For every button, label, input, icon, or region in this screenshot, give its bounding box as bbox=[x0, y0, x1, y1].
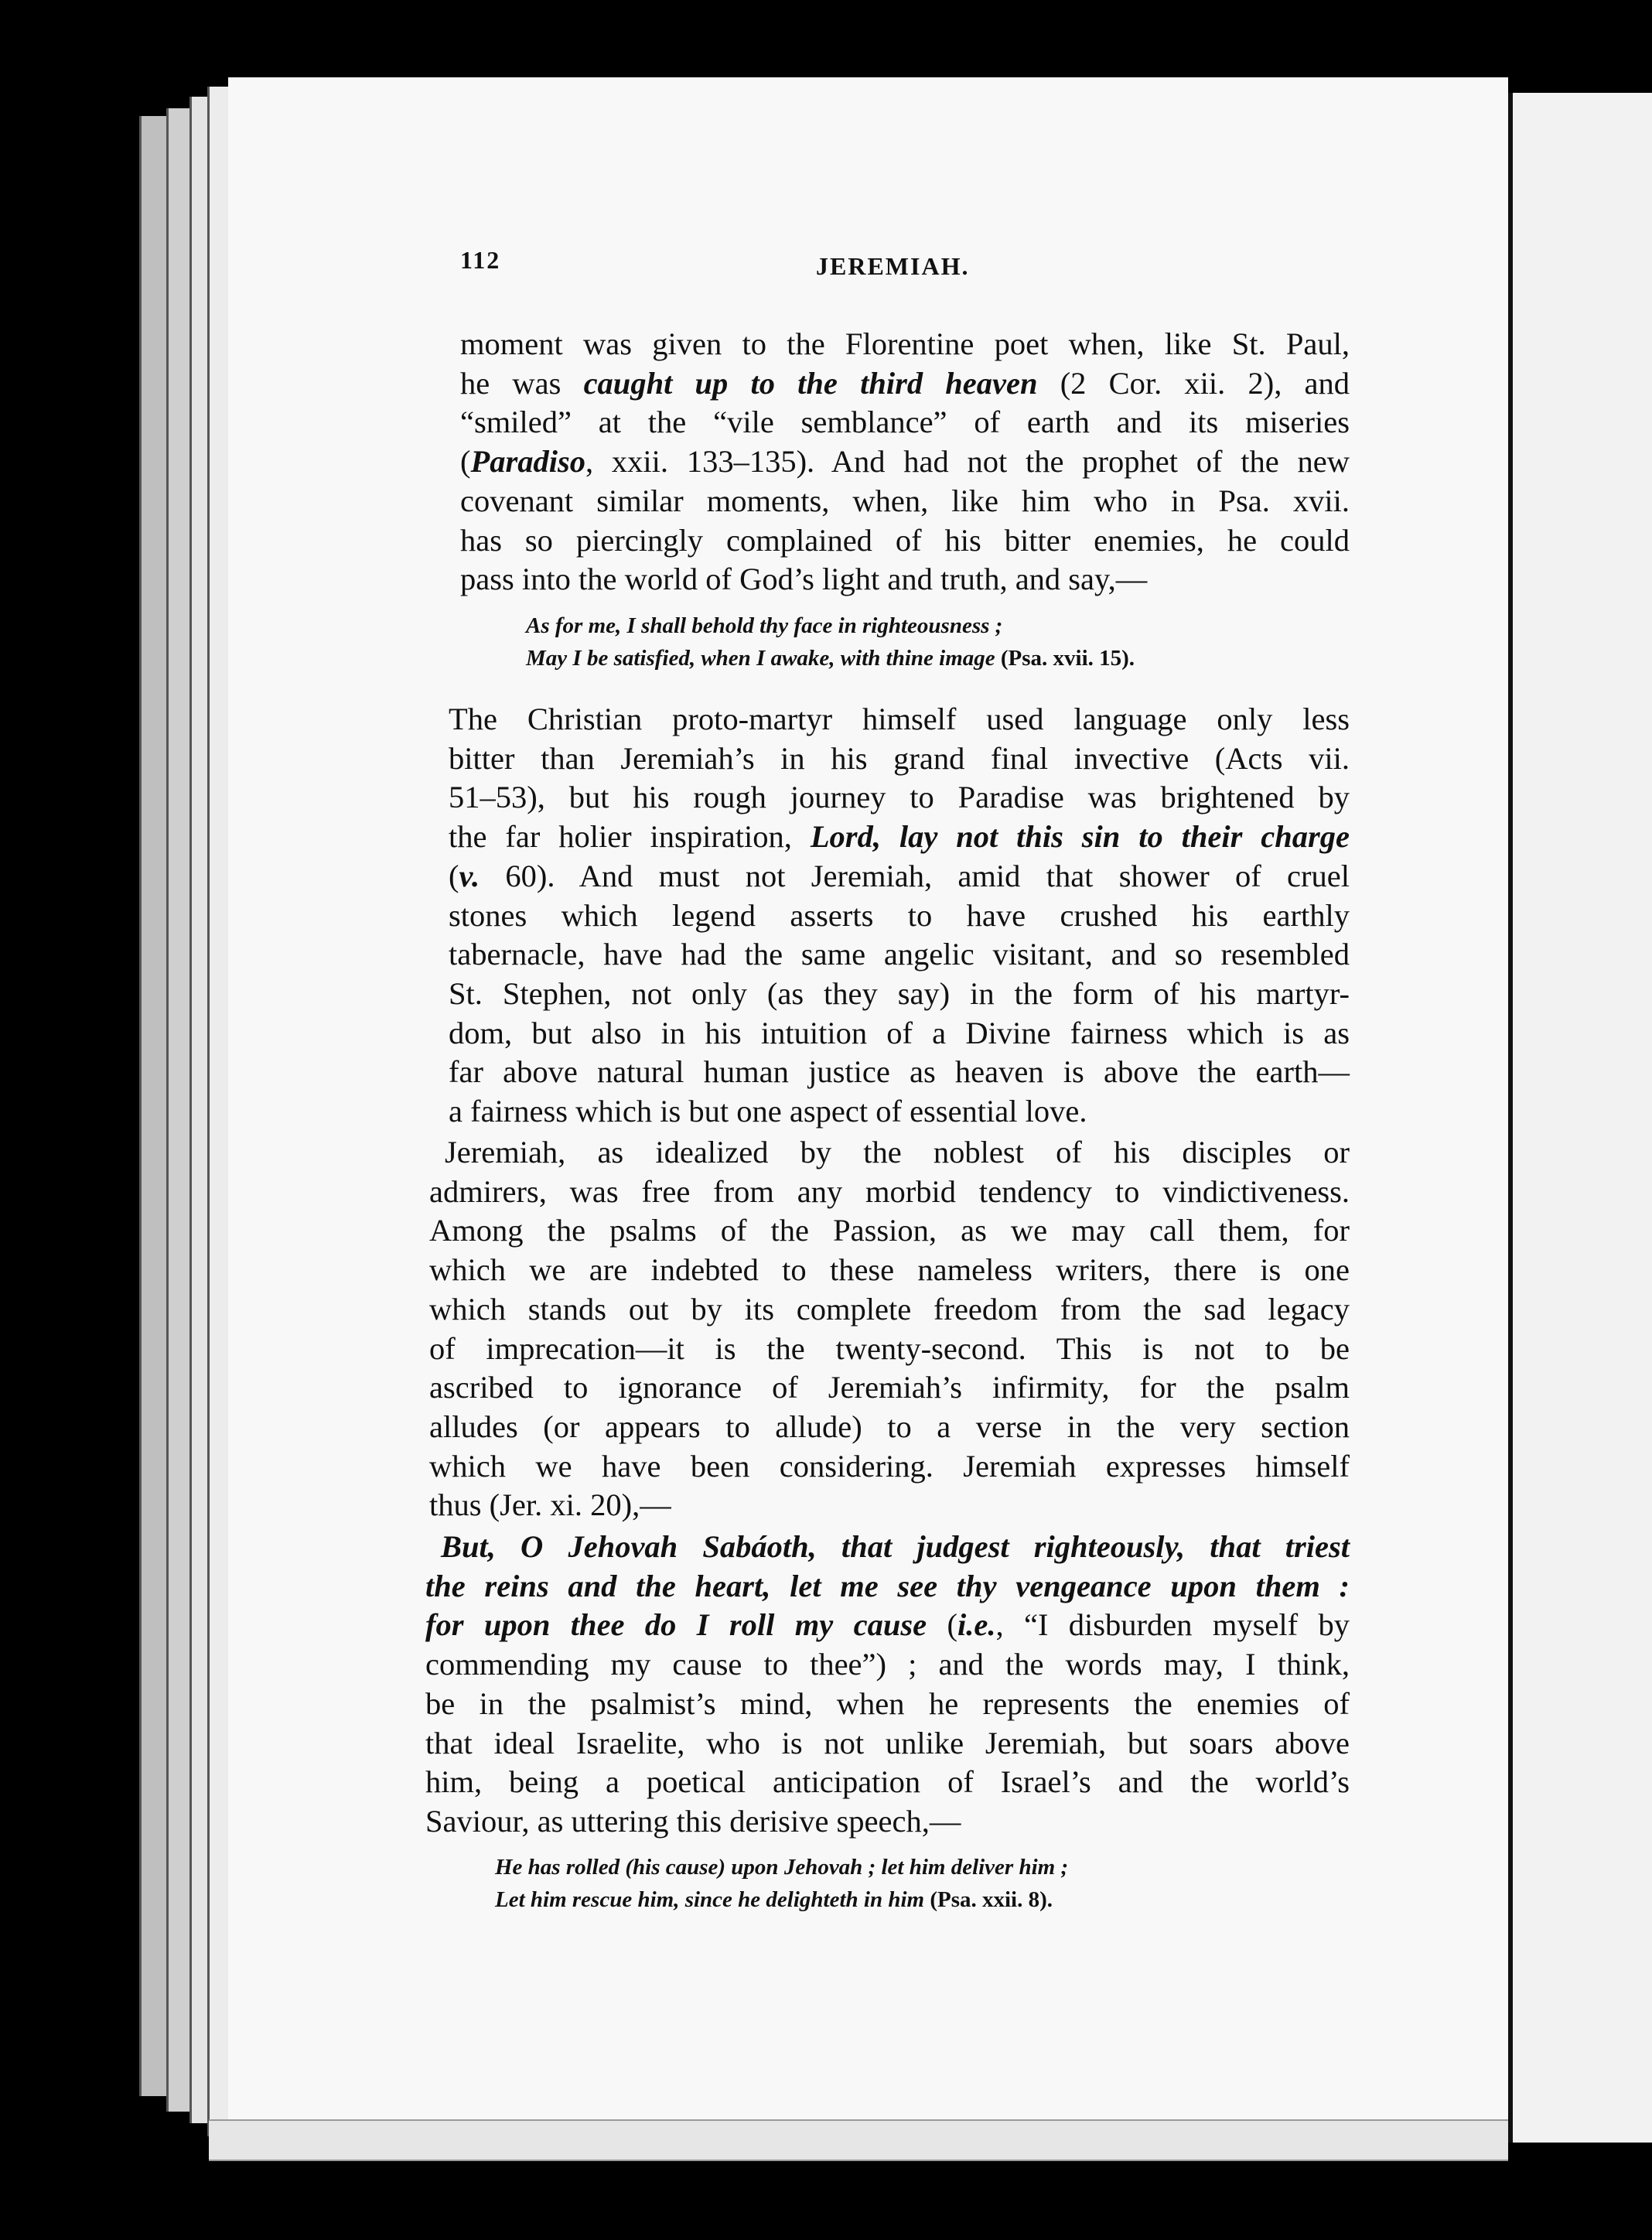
running-head bbox=[460, 246, 1350, 285]
paragraph-4-lines bbox=[425, 1528, 1350, 1842]
quote-2-line-1: He has rolled (his cause) upon Jehovah ; let him deliver him ; bbox=[495, 1855, 1069, 1880]
text-line: the reins and the heart, let me see thy vengeance upon them : bbox=[425, 1568, 1350, 1603]
text-line: stones which legend asserts to have crushed his earthly bbox=[449, 897, 1350, 933]
text-line: which stands out by its complete freedom from the sad legacy bbox=[429, 1291, 1350, 1327]
paragraph-2 bbox=[449, 700, 1350, 1132]
text-line: But, O Jehovah Sabáoth, that judgest righteously, that triest bbox=[441, 1529, 1350, 1564]
scripture-quote-2 bbox=[495, 1851, 1315, 1916]
text-line: a fairness which is but one aspect of essential love. bbox=[449, 1094, 1087, 1129]
text-line: alludes (or appears to allude) to a verse in the very section bbox=[429, 1409, 1350, 1444]
text-line: “smiled” at the “vile semblance” of earth and its miseries bbox=[460, 405, 1350, 440]
paragraph-4 bbox=[425, 1528, 1350, 1842]
text-line: him, being a poetical anticipation of Israel’s and the world’s bbox=[425, 1764, 1350, 1800]
text-line: pass into the world of God’s light and truth, and say,— bbox=[460, 562, 1148, 597]
text-line: moment was given to the Florentine poet when, like St. Paul, bbox=[460, 326, 1350, 361]
text-line: ascribed to ignorance of Jeremiah’s infirmity, for the psalm bbox=[429, 1370, 1350, 1405]
text-line: Among the psalms of the Passion, as we may call them, for bbox=[429, 1213, 1350, 1248]
quote-1-reference: (Psa. xvii. 15). bbox=[1000, 646, 1135, 671]
text-line: covenant similar moments, when, like him who in Psa. xvii. bbox=[460, 483, 1350, 518]
text-line: admirers, was free from any morbid tendency to vindictiveness. bbox=[429, 1173, 1350, 1209]
text-line: Jeremiah, as idealized by the noblest of his disciples or bbox=[445, 1135, 1350, 1170]
text-line: dom, but also in his intuition of a Divine fairness which is as bbox=[449, 1015, 1350, 1050]
paragraph-1-lines bbox=[460, 325, 1350, 599]
running-title: JEREMIAH. bbox=[816, 252, 970, 280]
paragraph-1 bbox=[460, 325, 1350, 599]
text-line: which we have been considering. Jeremiah expresses himself bbox=[429, 1448, 1350, 1484]
text-line: be in the psalmist’s mind, when he represents the enemies of bbox=[425, 1685, 1350, 1721]
text-line: the far holier inspiration, Lord, lay not this sin to their charge bbox=[449, 819, 1350, 855]
facing-page-edge bbox=[1508, 93, 1652, 2143]
text-line: 51–53), but his rough journey to Paradise was brightened by bbox=[449, 780, 1350, 815]
text-line: (v. 60). And must not Jeremiah, amid that shower of cruel bbox=[449, 858, 1350, 893]
text-line: of imprecation—it is the twenty-second. This is not to be bbox=[429, 1330, 1350, 1366]
text-line: that ideal Israelite, who is not unlike Jeremiah, but soars above bbox=[425, 1725, 1350, 1760]
quote-1-line-1: As for me, I shall behold thy face in righteousness ; bbox=[526, 613, 1003, 638]
text-line: tabernacle, have had the same angelic visitant, and so resembled bbox=[449, 937, 1350, 972]
text-line: thus (Jer. xi. 20),— bbox=[429, 1487, 671, 1523]
quote-2-line-2-text: Let him rescue him, since he delighteth in him bbox=[495, 1887, 925, 1912]
page-bottom-edges bbox=[209, 2119, 1508, 2161]
text-line: Saviour, as uttering this derisive speech,— bbox=[425, 1803, 961, 1839]
quote-1-line-2-text: May I be satisfied, when I awake, with thine image bbox=[526, 646, 995, 671]
text-line: (Paradiso, xxii. 133–135). And had not the prophet of the new bbox=[460, 444, 1350, 480]
text-line: bitter than Jeremiah’s in his grand final invective (Acts vii. bbox=[449, 740, 1350, 776]
paragraph-2-lines bbox=[449, 700, 1350, 1132]
quote-2-reference: (Psa. xxii. 8). bbox=[930, 1887, 1053, 1912]
text-line: St. Stephen, not only (as they say) in the form of his martyr- bbox=[449, 975, 1350, 1011]
text-line: which we are indebted to these nameless writers, there is one bbox=[429, 1252, 1350, 1288]
text-line: far above natural human justice as heaven is above the earth— bbox=[449, 1054, 1350, 1090]
text-line: for upon thee do I roll my cause (i.e., “I disburden myself by bbox=[425, 1607, 1350, 1643]
paragraph-3 bbox=[429, 1133, 1350, 1525]
text-line: has so piercingly complained of his bitter enemies, he could bbox=[460, 522, 1350, 558]
page-number: 112 bbox=[460, 246, 501, 274]
text-line: The Christian proto-martyr himself used language only less bbox=[449, 702, 1350, 736]
quote-2-line-2 bbox=[495, 1883, 1315, 1916]
paragraph-3-lines bbox=[429, 1133, 1350, 1525]
text-line: commending my cause to thee”) ; and the words may, I think, bbox=[425, 1647, 1350, 1682]
quote-1-line-2 bbox=[526, 642, 1342, 674]
scripture-quote-1 bbox=[526, 610, 1342, 674]
text-line: he was caught up to the third heaven (2 Cor. xii. 2), and bbox=[460, 365, 1350, 401]
